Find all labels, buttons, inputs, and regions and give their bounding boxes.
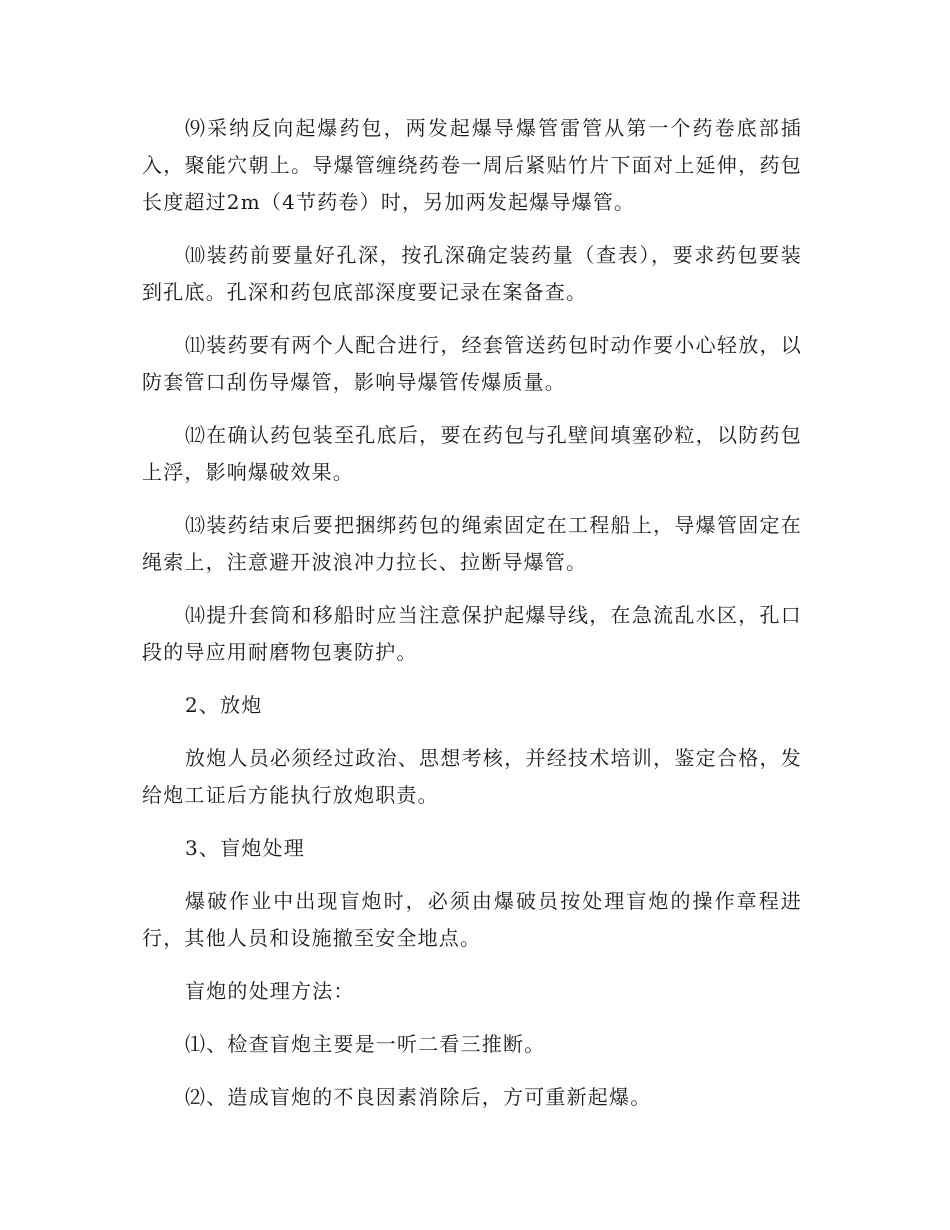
section-heading-misfire: 3、盲炮处理 (185, 836, 305, 860)
paragraph-firing-personnel: 放炮人员必须经过政治、思想考核，并经技术培训，鉴定合格，发给炮工证后方能执行放炮职责。 (142, 746, 802, 807)
paragraph-step-11: ⑾装药要有两个人配合进行，经套管送药包时动作要小心轻放，以防套管口刮伤导爆管，影响导爆管传爆质量。 (142, 333, 802, 394)
paragraph-step-12: ⑿在确认药包装至孔底后，要在药包与孔壁间填塞砂粒，以防药包上浮，影响爆破效果。 (142, 423, 802, 484)
paragraph-step-9: ⑼采纳反向起爆药包，两发起爆导爆管雷管从第一个药卷底部插入，聚能穴朝上。导爆管缠绕药卷一周后紧贴竹片下面对上延伸，药包长度超过2m（4节药卷）时，另加两发起爆导爆管。 (142, 116, 802, 214)
paragraph-method-1: ⑴、检查盲炮主要是一听二看三推断。 (185, 1032, 546, 1056)
document-body (142, 110, 802, 1132)
paragraph-step-10: ⑽装药前要量好孔深，按孔深确定装药量（查表），要求药包要装到孔底。孔深和药包底部深度要记录在案备查。 (142, 243, 802, 304)
section-heading-firing: 2、放炮 (185, 693, 263, 717)
paragraph-misfire-procedure: 爆破作业中出现盲炮时，必须由爆破员按处理盲炮的操作章程进行，其他人员和设施撤至安全地点。 (142, 889, 802, 950)
paragraph-step-14: ⒁提升套筒和移船时应当注意保护起爆导线，在急流乱水区，孔口段的导应用耐磨物包裹防护。 (142, 603, 802, 664)
paragraph-misfire-methods-label: 盲炮的处理方法： (185, 979, 355, 1003)
paragraph-method-2: ⑵、造成盲炮的不良因素消除后，方可重新起爆。 (185, 1085, 652, 1109)
paragraph-step-13: ⒀装药结束后要把捆绑药包的绳索固定在工程船上，导爆管固定在绳索上，注意避开波浪冲力拉长、拉断导爆管。 (142, 513, 802, 574)
